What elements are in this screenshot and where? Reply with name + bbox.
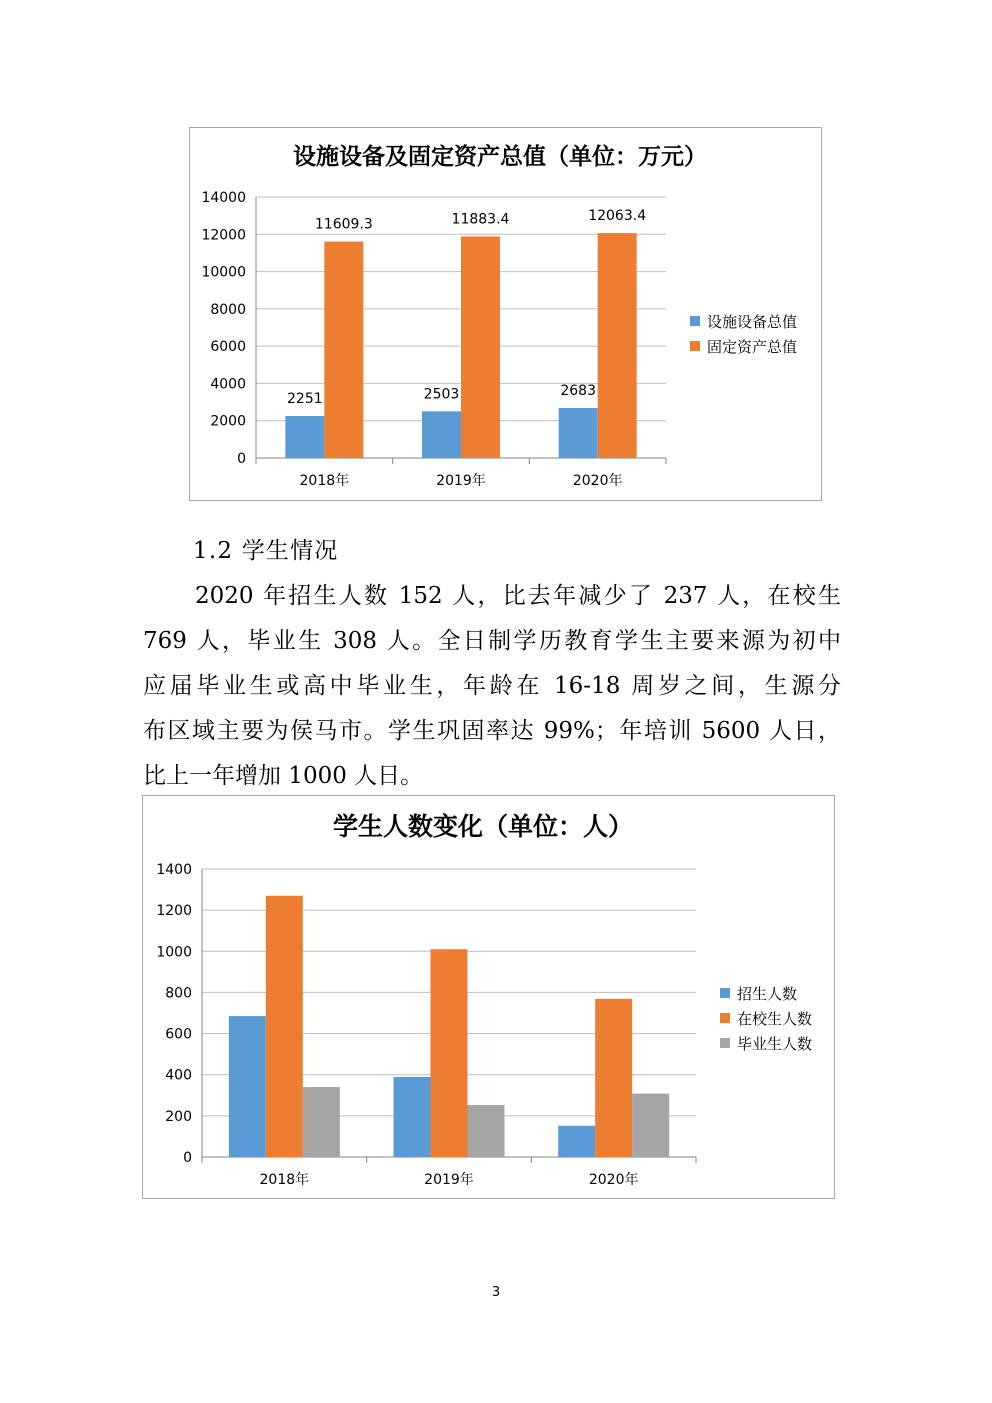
- students-chart-x-tick-label: 2018年: [259, 1172, 310, 1188]
- assets-chart: [189, 127, 822, 501]
- students-chart-bar: [558, 1126, 595, 1157]
- assets-chart-bar: [422, 411, 461, 458]
- students-chart-legend-swatch: [720, 988, 730, 998]
- section-heading: 1.2 学生情况: [193, 538, 339, 564]
- students-chart-bar: [266, 896, 303, 1157]
- paragraph-line-3: 应届毕业生或高中毕业生，年龄在 16-18 周岁之间，生源分: [143, 673, 841, 699]
- students-chart-title: 学生人数变化（单位：人）: [332, 812, 634, 841]
- assets-chart-legend-label: 设施设备总值: [707, 313, 798, 331]
- students-chart-x-tick-label: 2019年: [424, 1172, 474, 1188]
- assets-chart-bar: [324, 242, 363, 458]
- assets-chart-title: 设施设备及固定资产总值（单位：万元）: [293, 144, 707, 170]
- paragraph-line-2: 769 人，毕业生 308 人。全日制学历教育学生主要来源为初中: [143, 628, 841, 654]
- assets-chart-bar: [598, 233, 637, 458]
- students-chart-bar: [595, 999, 632, 1157]
- assets-chart-y-tick-label: 0: [237, 451, 246, 467]
- students-chart-bar: [431, 949, 468, 1157]
- students-chart-y-tick-label: 800: [165, 985, 192, 1002]
- students-chart-y-tick-label: 400: [165, 1067, 192, 1084]
- assets-chart-y-tick-label: 8000: [210, 301, 246, 318]
- students-chart-y-tick-label: 1000: [156, 944, 192, 961]
- assets-chart-y-tick-label: 4000: [210, 376, 246, 393]
- students-chart-bar: [394, 1077, 431, 1157]
- students-chart-svg: [143, 796, 836, 1200]
- assets-chart-bar: [285, 416, 324, 458]
- students-chart-legend-label: 毕业生人数: [737, 1035, 813, 1053]
- assets-chart-legend-swatch: [690, 316, 700, 326]
- assets-chart-data-label: 2251: [287, 391, 323, 408]
- assets-chart-data-label: 2683: [560, 382, 596, 399]
- paragraph-line-1: 2020 年招生人数 152 人，比去年减少了 237 人，在校生: [195, 583, 841, 609]
- students-chart-y-tick-label: 200: [165, 1108, 192, 1125]
- students-chart-legend-label: 在校生人数: [737, 1010, 813, 1028]
- students-chart-x-tick-label: 2020年: [588, 1172, 639, 1188]
- assets-chart-y-tick-label: 12000: [201, 227, 246, 244]
- assets-chart-y-tick-label: 14000: [201, 190, 246, 206]
- students-chart-y-tick-label: 1400: [156, 862, 192, 878]
- students-chart-bar: [303, 1087, 340, 1157]
- assets-chart-y-tick-label: 2000: [210, 413, 246, 430]
- assets-chart-data-label: 2503: [423, 386, 460, 403]
- paragraph-line-4: 布区域主要为侯马市。学生巩固率达 99%；年培训 5600 人日，: [143, 718, 841, 744]
- assets-chart-x-tick-label: 2020年: [572, 473, 623, 489]
- students-chart-bar: [229, 1016, 266, 1157]
- assets-chart-x-tick-label: 2019年: [436, 473, 486, 489]
- assets-chart-data-label: 11883.4: [451, 211, 510, 228]
- page-number: 3: [491, 1285, 501, 1300]
- assets-chart-data-label: 11609.3: [314, 216, 373, 233]
- assets-chart-legend-label: 固定资产总值: [707, 338, 798, 356]
- assets-chart-y-tick-label: 10000: [201, 264, 246, 281]
- students-chart-y-tick-label: 0: [183, 1150, 192, 1166]
- assets-chart-bar: [559, 408, 598, 458]
- assets-chart-data-label: 12063.4: [588, 208, 647, 225]
- assets-chart-x-tick-label: 2018年: [299, 473, 350, 489]
- assets-chart-legend-swatch: [690, 341, 700, 351]
- students-chart-legend-label: 招生人数: [737, 985, 798, 1003]
- students-chart: [142, 795, 835, 1199]
- students-chart-legend-swatch: [720, 1013, 730, 1023]
- paragraph-line-5: 比上一年增加 1000 人日。: [143, 763, 424, 789]
- students-chart-y-tick-label: 1200: [156, 903, 192, 920]
- students-chart-y-tick-label: 600: [165, 1026, 192, 1043]
- assets-chart-bar: [461, 236, 500, 458]
- assets-chart-svg: [190, 128, 823, 502]
- students-chart-bar: [468, 1105, 505, 1157]
- assets-chart-y-tick-label: 6000: [210, 339, 246, 356]
- students-chart-legend-swatch: [720, 1038, 730, 1048]
- students-chart-bar: [632, 1094, 669, 1157]
